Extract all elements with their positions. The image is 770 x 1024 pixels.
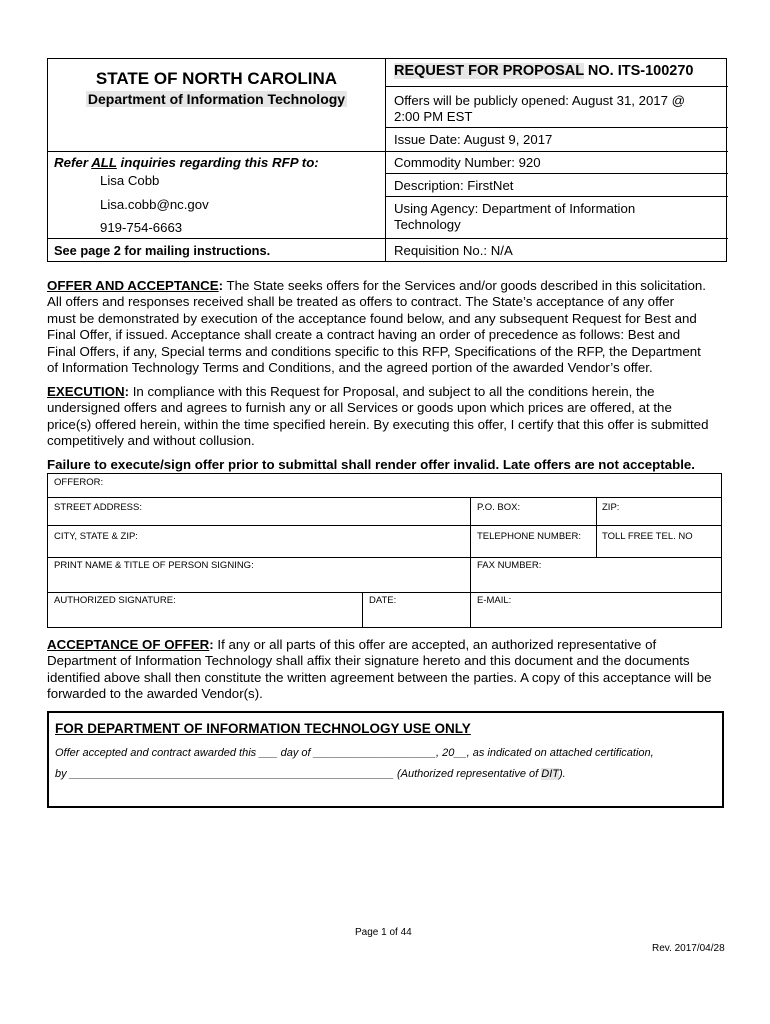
offer-acceptance-heading: OFFER AND ACCEPTANCE	[47, 278, 219, 293]
date-field[interactable]: DATE:	[369, 595, 397, 606]
header-right-divider-2	[385, 127, 728, 128]
execution-paragraph: EXECUTION: In compliance with this Request for Proposal, and subject to all the conditions herein, the undersigned offers and agrees to furnish any or all Services or goods upon which prices are offered, at the price(s) offered herein, within the time specified herein. By executing this offer, I certify that this offer is submitted competitively and without collusion.	[47, 384, 709, 449]
rfp-title: REQUEST FOR PROPOSAL NO. ITS-100270	[394, 63, 694, 79]
signature-field[interactable]: AUTHORIZED SIGNATURE:	[54, 595, 176, 606]
form-vline-2	[596, 497, 597, 557]
mailing-instructions: See page 2 for mailing instructions.	[54, 243, 271, 258]
header-right-divider-6	[385, 238, 728, 239]
opening-date-line1: Offers will be publicly opened: August 31, 2017 @	[394, 93, 685, 108]
toll-free-field[interactable]: TOLL FREE TEL. NO	[602, 531, 693, 542]
form-hline-3	[48, 557, 721, 558]
header-left-divider-1	[48, 151, 385, 152]
form-hline-4	[48, 592, 721, 593]
form-hline-1	[48, 497, 721, 498]
print-name-field[interactable]: PRINT NAME & TITLE OF PERSON SIGNING:	[54, 560, 254, 571]
header-divider	[385, 59, 386, 261]
street-address-field[interactable]: STREET ADDRESS:	[54, 502, 142, 513]
header-left-divider-2	[48, 238, 385, 239]
offeror-form	[47, 473, 722, 628]
header-right-divider-5	[385, 196, 728, 197]
po-box-field[interactable]: P.O. BOX:	[477, 502, 521, 513]
issue-date: Issue Date: August 9, 2017	[394, 132, 553, 147]
offeror-field[interactable]: OFFEROR:	[54, 477, 104, 488]
using-agency-line1: Using Agency: Department of Information	[394, 201, 636, 216]
city-state-zip-field[interactable]: CITY, STATE & ZIP:	[54, 531, 138, 542]
fax-field[interactable]: FAX NUMBER:	[477, 560, 542, 571]
zip-field[interactable]: ZIP:	[602, 502, 620, 513]
state-title: STATE OF NORTH CAROLINA	[95, 69, 338, 88]
execution-heading: EXECUTION	[47, 384, 125, 399]
dit-award-line[interactable]: Offer accepted and contract awarded this ___ day of ____________________, 20__, as indicated on attached certification,	[55, 747, 654, 759]
acceptance-of-offer-heading: ACCEPTANCE OF OFFER	[47, 637, 210, 652]
contact-email[interactable]: Lisa.cobb@nc.gov	[100, 197, 209, 212]
commodity-number: Commodity Number: 920	[394, 155, 541, 170]
dit-signature-line[interactable]: by _____________________________________________________ (Authorized representative of DIT).	[55, 768, 566, 780]
contact-name: Lisa Cobb	[100, 173, 160, 188]
page-number: Page 1 of 44	[355, 927, 412, 938]
opening-date-line2: 2:00 PM EST	[394, 109, 473, 124]
inquiries-label: Refer ALL inquiries regarding this RFP to:	[54, 155, 319, 170]
form-vline-1	[470, 497, 471, 627]
dit-box-title: FOR DEPARTMENT OF INFORMATION TECHNOLOGY USE ONLY	[55, 721, 471, 736]
header-right-divider-4	[385, 173, 728, 174]
header-right-divider-3	[385, 151, 728, 152]
header-table	[47, 58, 727, 262]
form-vline-3	[362, 592, 363, 627]
dit-use-only-box	[47, 711, 724, 808]
header-right-divider-1	[385, 86, 728, 87]
offer-acceptance-paragraph: OFFER AND ACCEPTANCE: The State seeks offers for the Services and/or goods described in this solicitation. All offers and responses received shall be treated as offers to contract. The State’s acceptance of any offer must be demonstrated by execution of the acceptance found below, and any subsequent Request for Best and Final Offer, if issued. Acceptance shall create a contract having an order of precedence as follows: Best and Final Offers, if any, Special terms and conditions specific to this RFP, Specifications of the RFP, the Department of Information Technology Terms and Conditions, and the agreed portion of the awarded Vendor’s offer.	[47, 278, 706, 376]
revision-date: Rev. 2017/04/28	[652, 943, 725, 954]
acceptance-of-offer-paragraph: ACCEPTANCE OF OFFER: If any or all parts of this offer are accepted, an authorized representative of Department of Information Technology shall affix their signature hereto and this document and the documents identified above shall then constitute the written agreement between the parties. A copy of this acceptance will be forwarded to the awarded Vendor(s).	[47, 637, 712, 702]
requisition-number: Requisition No.: N/A	[394, 243, 513, 258]
telephone-field[interactable]: TELEPHONE NUMBER:	[477, 531, 581, 542]
late-offer-warning: Failure to execute/sign offer prior to submittal shall render offer invalid. Late offers are not acceptable.	[47, 457, 696, 472]
using-agency-line2: Technology	[394, 217, 461, 232]
contact-phone: 919-754-6663	[100, 220, 183, 235]
description: Description: FirstNet	[394, 178, 514, 193]
department-title: Department of Information Technology	[87, 91, 346, 107]
email-field[interactable]: E-MAIL:	[477, 595, 512, 606]
form-hline-2	[48, 525, 721, 526]
